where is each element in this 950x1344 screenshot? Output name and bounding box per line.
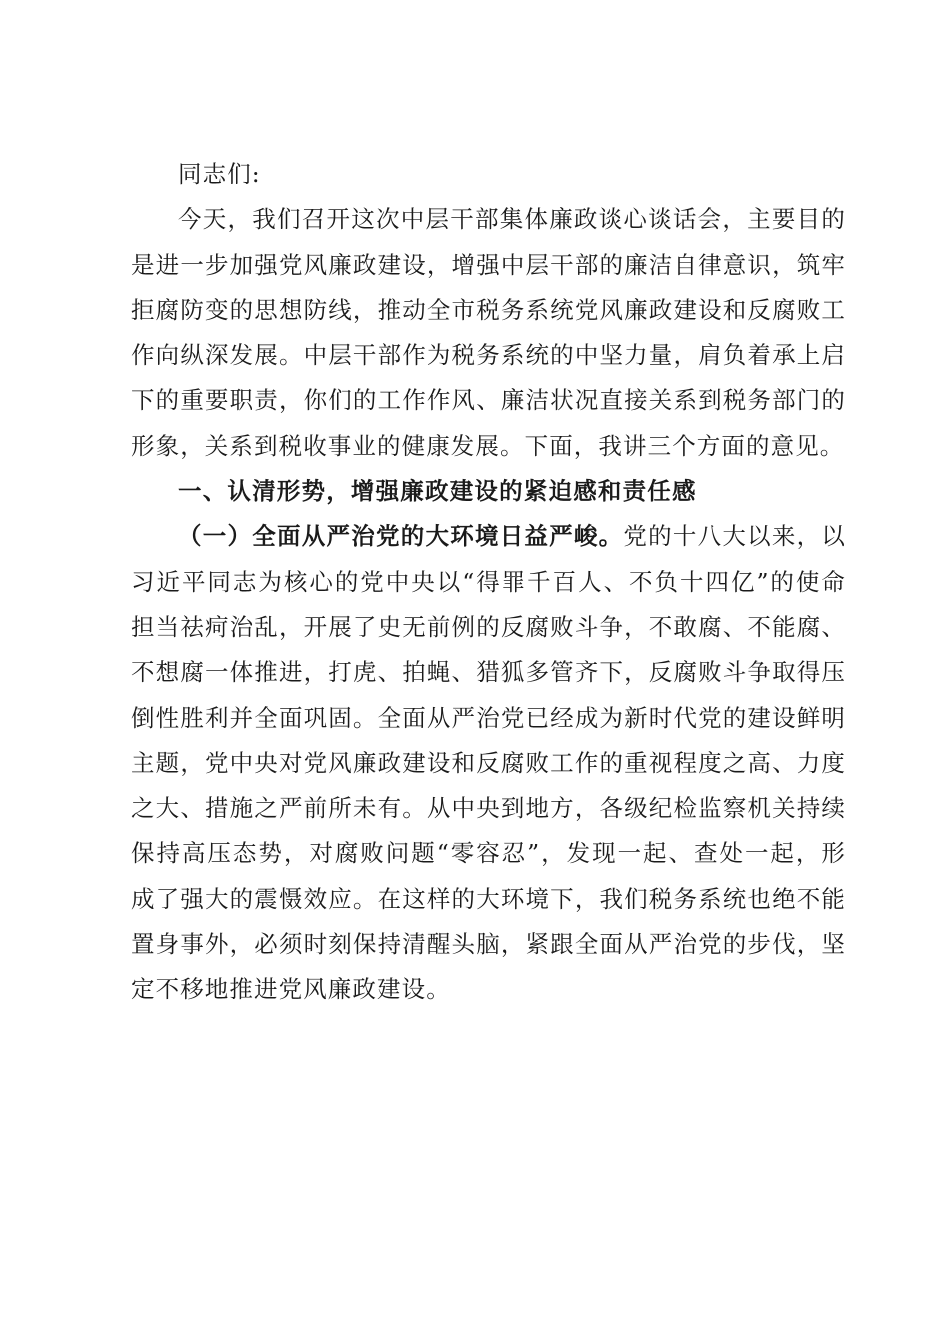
- intro-paragraph: 今天，我们召开这次中层干部集体廉政谈心谈话会，主要目的是进一步加强党风廉政建设，增强中层干部的廉洁自律意识，筑牢拒腐防变的思想防线，推动全市税务系统党风廉政建设和反腐败工作向纵深发展。中层干部作为税务系统的中坚力量，肩负着承上启下的重要职责，你们的工作作风、廉洁状况直接关系到税务部门的形象，关系到税收事业的健康发展。下面，我讲三个方面的意见。: [131, 205, 846, 460]
- salutation: 同志们:: [178, 160, 261, 188]
- subsection-paragraph: [131, 514, 846, 1012]
- subsection-lead: （一）全面从严治党的大环境日益严峻。: [178, 522, 624, 551]
- section-heading: 一、认清形势，增强廉政建设的紧迫感和责任感: [178, 477, 697, 506]
- document-page: [131, 152, 846, 1013]
- subsection-body: 党的十八大以来，以习近平同志为核心的党中央以“得罪千百人、不负十四亿”的使命担当祛疴治乱，开展了史无前例的反腐败斗争，不敢腐、不能腐、不想腐一体推进，打虎、拍蝇、猎狐多管齐下，反腐败斗争取得压倒性胜利并全面巩固。全面从严治党已经成为新时代党的建设鲜明主题，党中央对党风廉政建设和反腐败工作的重视程度之高、力度之大、措施之严前所未有。从中央到地方，各级纪检监察机关持续保持高压态势，对腐败问题“零容忍”，发现一起、查处一起，形成了强大的震慑效应。在这样的大环境下，我们税务系统也绝不能置身事外，必须时刻保持清醒头脑，紧跟全面从严治党的步伐，坚定不移地推进党风廉政建设。: [131, 522, 846, 1004]
